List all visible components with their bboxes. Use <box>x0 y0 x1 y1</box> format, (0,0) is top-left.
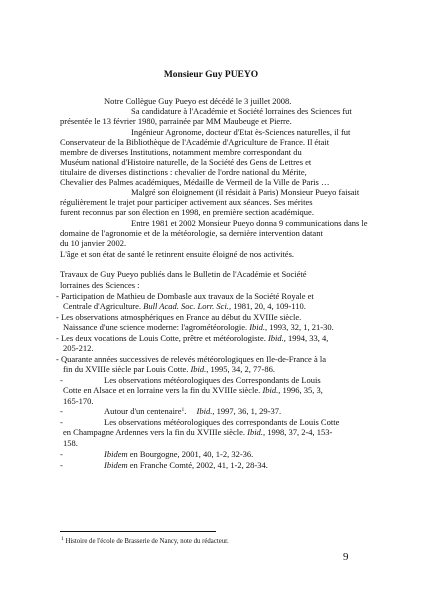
text-line: Conservateur de la Bibliothèque de l'Académie d'Agriculture de France. Il était <box>60 137 330 147</box>
publication-line: - Les observations atmosphériques en France au début du XVIIIe siècle. <box>56 312 302 322</box>
footnote-ref: 1 <box>181 407 185 413</box>
page-number: 9 <box>343 551 349 563</box>
footnote-marker: 1 <box>61 536 64 542</box>
publication-line: 165-170. <box>63 396 94 406</box>
publication-line: Les observations météorologiques des correspondants de Louis Cotte <box>104 417 340 427</box>
text-line: du 10 janvier 2002. <box>60 238 127 248</box>
text-line: membre de diverses Institutions, notamment membre correspondant du <box>60 147 302 157</box>
list-dash: - <box>60 375 63 385</box>
text-line: régulièrement le trajet pour participer activement aux séances. Ses mérites <box>60 197 313 207</box>
publication-line: fin du XVIIIe siècle par Louis Cotte. Ibid., 1995, 34, 2, 77-86. <box>63 364 276 374</box>
text-line: L'âge et son état de santé le retinrent ensuite éloigné de nos activités. <box>60 249 295 259</box>
text-line: présentée le 13 février 1980, parrainée par MM Maubeuge et Pierre. <box>60 116 292 126</box>
list-dash: - <box>60 406 63 416</box>
text-line: lorraines des Sciences : <box>60 280 140 290</box>
list-dash: - <box>60 417 63 427</box>
text-line: domaine de l'agronomie et de la météorologie, sa dernière intervention datant <box>60 228 323 238</box>
text-line: Travaux de Guy Pueyo publiés dans le Bulletin de l'Académie et Société <box>60 269 307 279</box>
page-title: Monsieur Guy PUEYO <box>163 70 259 80</box>
publication-line: en Champagne Ardennes vers la fin du XVIIIe siècle. Ibid., 1998, 37, 2-4, 153- <box>63 427 333 437</box>
list-dash: - <box>60 449 63 459</box>
publication-line: Naissance d'une science moderne: l'agrométéorologie. Ibid., 1993, 32, 1, 21-30. <box>63 322 334 332</box>
publication-line: Autour d'un centenaire$^1$. Ibid., 1997, 36, 1, 29-37. <box>104 406 282 416</box>
text-line: titulaire de diverses distinctions : chevalier de l'ordre national du Mérite, <box>60 167 307 177</box>
text-line: Ingénieur Agronome, docteur d'Etat ès-Sciences naturelles, il fut <box>131 127 351 137</box>
publication-line: Centrale d'Agriculture. Bull Acad. Soc. Lorr. Sci., 1981, 20, 4, 109-110. <box>63 301 306 311</box>
publication-line: 158. <box>63 438 78 448</box>
publication-line: Ibidem en Bourgogne, 2001, 40, 1-2, 32-36. <box>104 449 254 459</box>
publication-line: Ibidem en Franche Comté, 2002, 41, 1-2, 28-34. <box>104 460 268 470</box>
publication-line: - Les deux vocations de Louis Cotte, prêtre et météorologiste. Ibid., 1994, 33, 4, <box>56 333 329 343</box>
text-line: Malgré son éloignement (il résidait à Paris) Monsieur Pueyo faisait <box>131 187 360 197</box>
text-line: Notre Collègue Guy Pueyo est décédé le 3 juillet 2008. <box>104 96 292 106</box>
publication-line: 205-212. <box>63 343 94 353</box>
footnote-separator <box>60 531 216 532</box>
list-dash: - <box>60 460 63 470</box>
text-line: Entre 1981 et 2002 Monsieur Pueyo donna 9 communications dans le <box>131 218 368 228</box>
text-line: Muséum national d'Histoire naturelle, de la Société des Gens de Lettres et <box>60 157 312 167</box>
text-line: furent reconnus par son élection en 1998, en première section académique. <box>60 207 314 217</box>
publication-line: Les observations météorologiques des Correspondants de Louis <box>104 375 321 385</box>
publication-line: - Participation de Mathieu de Dombasle aux travaux de la Société Royale et <box>56 291 314 301</box>
publication-line: Cotte en Alsace et en lorraine vers la fin du XVIIIe siècle. Ibid., 1996, 35, 3, <box>63 385 323 395</box>
text-line: Sa candidature à l'Académie et Société lorraines des Sciences fut <box>131 106 352 116</box>
footnote-text: Histoire de l'école de Brasserie de Nancy, note du rédacteur. <box>65 538 229 545</box>
text-line: Chevalier des Palmes académiques, Médaille de Vermeil de la Ville de Paris … <box>60 177 330 187</box>
footnote <box>61 537 229 546</box>
publication-line: - Quarante années successives de relevés météorologiques en Ile-de-France à la <box>56 354 326 364</box>
